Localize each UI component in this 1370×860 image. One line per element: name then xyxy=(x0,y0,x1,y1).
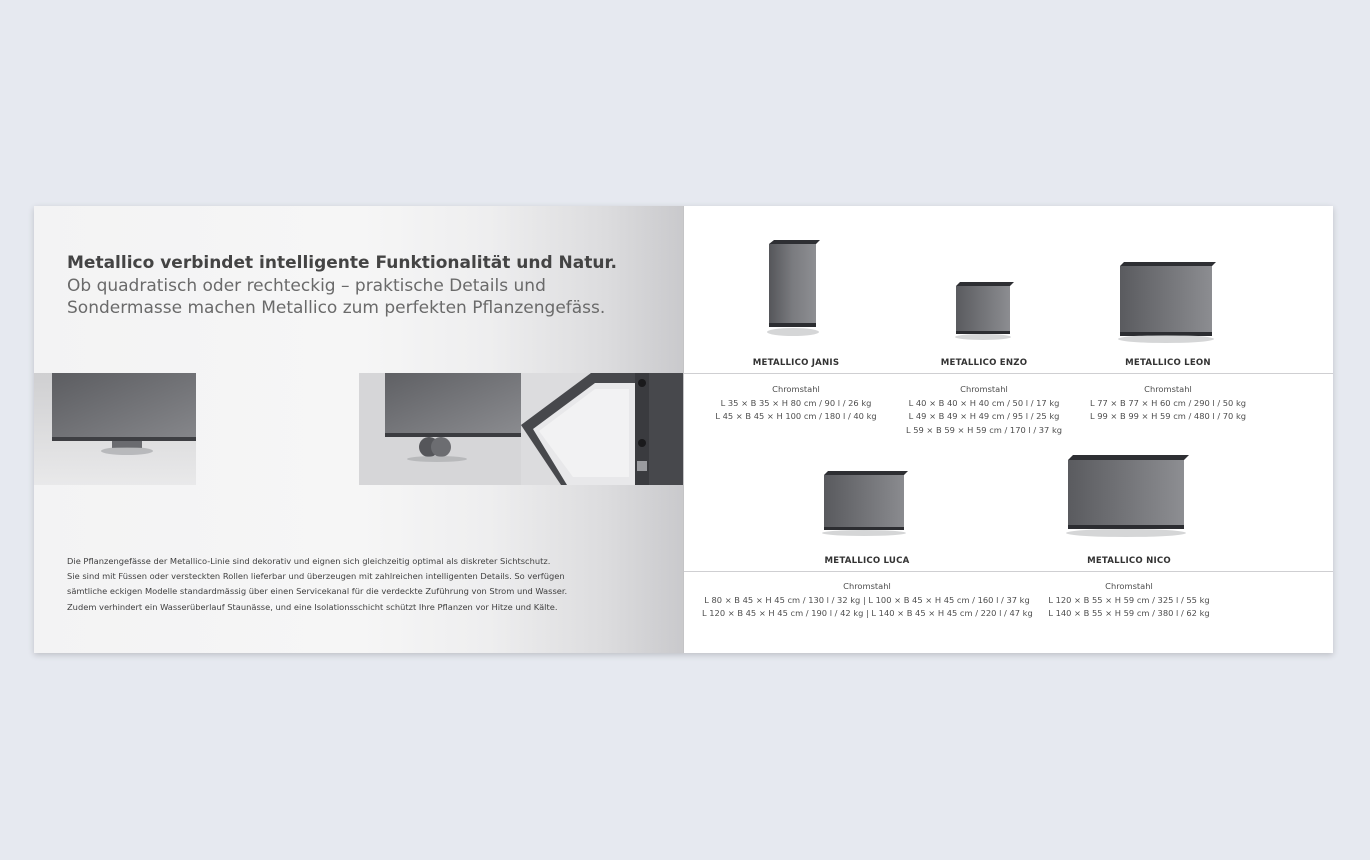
brochure-spread xyxy=(34,206,1333,653)
body-copy xyxy=(67,554,627,615)
product-title-luca xyxy=(802,556,932,566)
spec-line: L 45 × B 45 × H 100 cm / 180 l / 40 kg xyxy=(715,411,877,422)
spec-nico xyxy=(1039,580,1219,621)
right-page xyxy=(684,206,1333,653)
product-name: METALLICO JANIS xyxy=(752,358,840,368)
material: Chromstahl xyxy=(843,581,891,591)
spec-line: L 40 × B 40 × H 40 cm / 50 l / 17 kg xyxy=(908,397,1060,408)
product-title-enzo xyxy=(919,358,1049,368)
photo-foot-detail xyxy=(34,373,196,485)
material: Chromstahl xyxy=(1144,384,1192,394)
spec-line: L 77 × B 77 × H 60 cm / 290 l / 50 kg xyxy=(1089,397,1247,408)
body-line: Sie sind mit Füssen oder versteckten Rollen lieferbar und überzeugen mit zahlreichen intelligenten Details. So verfügen xyxy=(67,571,565,582)
product-name: METALLICO LUCA xyxy=(824,556,910,566)
material: Chromstahl xyxy=(772,384,820,394)
spec-line: L 120 × B 45 × H 45 cm / 190 l / 42 kg | L 140 × B 45 × H 45 cm / 220 l / 47 kg xyxy=(702,608,1033,619)
body-line: sämtliche eckigen Modelle standardmässig über einen Servicekanal für die verdeckte Zuführung von Strom und Wasser. xyxy=(67,586,568,597)
spec-line: L 35 × B 35 × H 80 cm / 90 l / 26 kg xyxy=(720,397,872,408)
material: Chromstahl xyxy=(960,384,1008,394)
product-name: METALLICO ENZO xyxy=(940,358,1028,368)
product-image-janis xyxy=(764,236,824,351)
product-image-nico xyxy=(1064,450,1194,542)
spec-janis xyxy=(706,383,886,424)
product-name: METALLICO LEON xyxy=(1125,358,1211,368)
body-line: Zudem verhindert ein Wasserüberlauf Staunässe, und eine Isolationsschicht schützt Ihre Pflanzen vor Hitze und Kälte. xyxy=(67,601,558,612)
product-image-enzo xyxy=(952,278,1016,340)
product-image-leon xyxy=(1116,258,1220,344)
spec-leon xyxy=(1078,383,1258,424)
subline-2: Sondermasse machen Metallico zum perfekten Pflanzengefäss. xyxy=(67,298,606,318)
photo-service-channel xyxy=(521,373,684,485)
intro-heading xyxy=(67,252,667,320)
product-title-nico xyxy=(1064,556,1194,566)
divider-bottom xyxy=(684,571,1333,572)
body-line: Die Pflanzengefässe der Metallico-Linie sind dekorativ und eignen sich gleichzeitig optimal als diskreter Sichtschutz. xyxy=(67,556,551,566)
spec-luca xyxy=(702,580,1032,621)
product-image-luca xyxy=(820,466,912,538)
product-title-leon xyxy=(1104,358,1232,368)
product-title-janis xyxy=(732,358,860,368)
product-name: METALLICO NICO xyxy=(1087,556,1171,566)
spec-line: L 49 × B 49 × H 49 cm / 95 l / 25 kg xyxy=(908,411,1060,422)
divider-top xyxy=(684,373,1333,374)
material: Chromstahl xyxy=(1105,581,1153,591)
spec-line: L 99 × B 99 × H 59 cm / 480 l / 70 kg xyxy=(1089,411,1247,422)
spec-line: L 140 × B 55 × H 59 cm / 380 l / 62 kg xyxy=(1048,608,1210,619)
spec-line: L 59 × B 59 × H 59 cm / 170 l / 37 kg xyxy=(905,424,1063,435)
spec-line: L 80 × B 45 × H 45 cm / 130 l / 32 kg | L 100 × B 45 × H 45 cm / 160 l / 37 kg xyxy=(704,594,1030,605)
photo-wheel-detail xyxy=(359,373,521,485)
left-page xyxy=(34,206,684,653)
subline-1: Ob quadratisch oder rechteckig – praktische Details und xyxy=(67,275,546,296)
spec-line: L 120 × B 55 × H 59 cm / 325 l / 55 kg xyxy=(1048,594,1210,605)
spec-enzo xyxy=(894,383,1074,437)
headline: Metallico verbindet intelligente Funktionalität und Natur. xyxy=(67,253,617,273)
